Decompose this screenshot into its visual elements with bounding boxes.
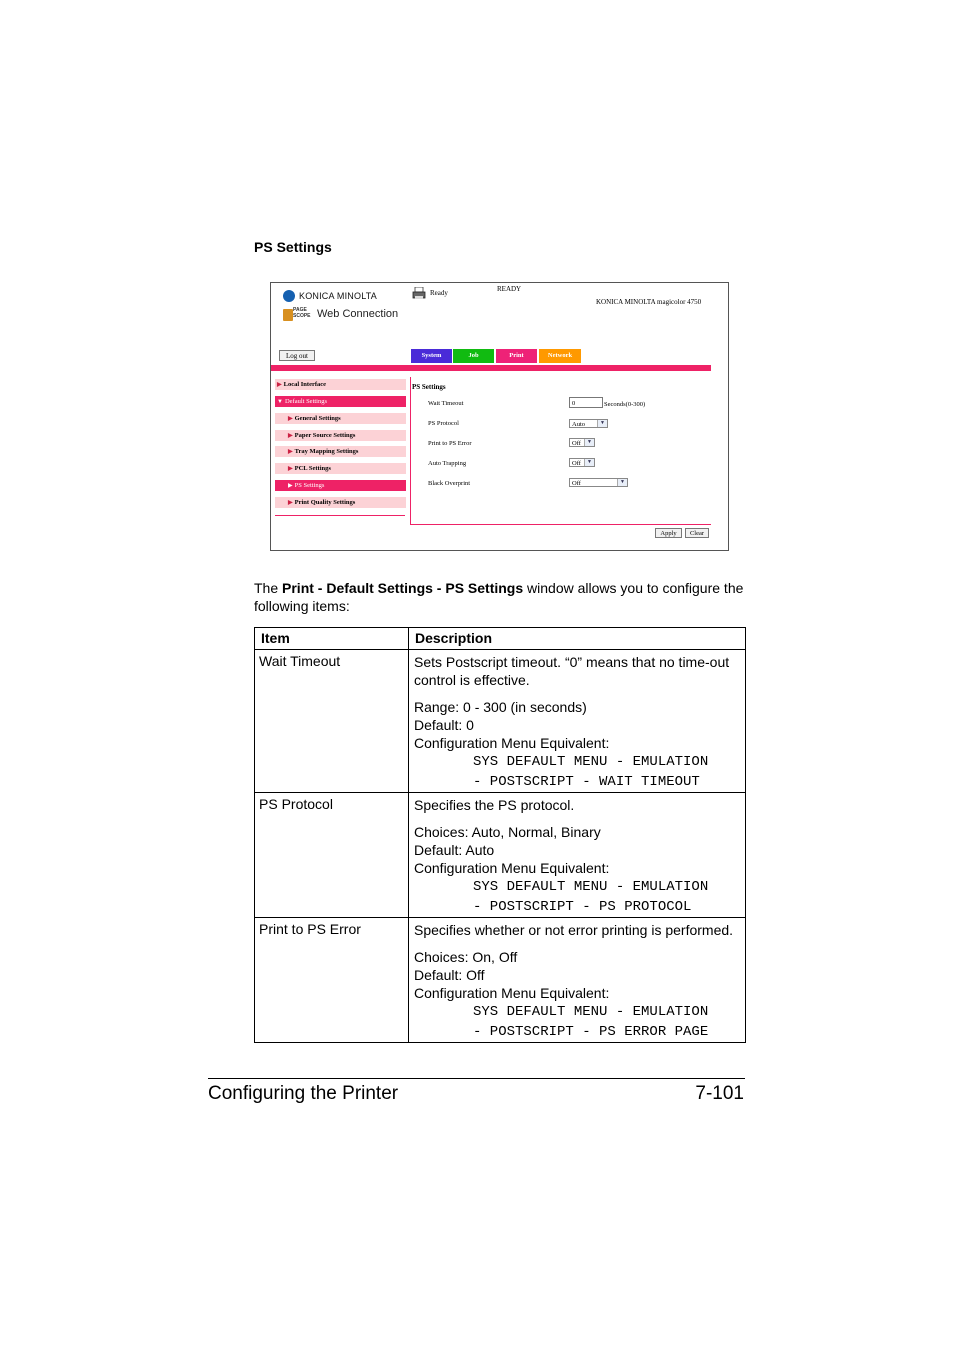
web-connection-logo — [283, 307, 398, 321]
sidebar-item-general-settings[interactable]: ▶ General Settings — [275, 413, 406, 424]
status-display: READY — [497, 285, 522, 293]
config-menu-label: Configuration Menu Equivalent: — [414, 985, 610, 1001]
tab-underline-bar — [271, 365, 711, 371]
sidebar-item-local-interface[interactable]: ▶ Local Interface — [275, 379, 406, 390]
printer-status-icon — [412, 287, 426, 300]
item-cell: PS Protocol — [255, 793, 409, 918]
brand-logo — [283, 289, 377, 303]
description-text: Specifies whether or not error printing is performed. — [414, 922, 734, 938]
pagescope-icon — [283, 307, 313, 321]
column-header-description: Description — [409, 628, 746, 650]
black-overprint-label: Black Overprint — [428, 480, 471, 487]
footer-rule — [208, 1078, 745, 1079]
chevron-down-icon: ▼ — [597, 420, 607, 427]
sidebar-bottom-line — [275, 515, 405, 516]
vertical-separator — [410, 377, 411, 525]
config-menu-path-line1: SYS DEFAULT MENU - EMULATION — [473, 879, 709, 895]
auto-trapping-select[interactable]: Off ▼ — [569, 458, 595, 467]
table-row — [255, 793, 746, 918]
description-text: Sets Postscript timeout. “0” means that no time-out control is effective. — [414, 654, 730, 688]
choices-text: Choices: Auto, Normal, Binary — [414, 824, 601, 840]
arrow-right-icon: ▶ — [288, 500, 293, 506]
config-menu-path-line2: - POSTSCRIPT - WAIT TIMEOUT — [473, 774, 700, 790]
choices-text: Choices: On, Off — [414, 949, 518, 965]
chevron-down-icon: ▼ — [584, 459, 594, 466]
config-menu-path-line1: SYS DEFAULT MENU - EMULATION — [473, 1004, 709, 1020]
print-to-ps-error-select[interactable]: Off ▼ — [569, 438, 595, 447]
sidebar-item-print-quality-settings[interactable]: ▶ Print Quality Settings — [275, 497, 406, 508]
web-connection-title: Web Connection — [317, 308, 399, 320]
ps-protocol-select[interactable]: Auto ▼ — [569, 419, 608, 428]
print-to-ps-error-label: Print to PS Error — [428, 440, 472, 447]
printer-model: KONICA MINOLTA magicolor 4750 — [596, 298, 702, 306]
arrow-right-icon: ▶ — [288, 449, 293, 455]
chevron-down-icon: ▼ — [617, 479, 627, 486]
description-cell — [409, 650, 746, 793]
arrow-right-icon: ▶ — [277, 382, 282, 388]
content-title: PS Settings — [412, 383, 446, 391]
table-row — [255, 650, 746, 793]
table-header-row — [255, 628, 746, 650]
wait-timeout-input[interactable]: 0 — [569, 397, 603, 408]
config-menu-path-line1: SYS DEFAULT MENU - EMULATION — [473, 754, 709, 770]
description-text: Specifies the PS protocol. — [414, 797, 575, 813]
item-cell: Wait Timeout — [255, 650, 409, 793]
black-overprint-select[interactable]: Off ▼ — [569, 478, 628, 487]
column-header-item: Item — [255, 628, 409, 650]
apply-button[interactable]: Apply — [655, 528, 682, 538]
content-bottom-line — [411, 524, 711, 525]
item-cell: Print to PS Error — [255, 918, 409, 1043]
chevron-down-icon: ▼ — [584, 439, 594, 446]
tab-network[interactable]: Network — [539, 349, 581, 363]
sidebar-item-default-settings[interactable]: ▼ Default Settings — [275, 396, 406, 407]
arrow-down-icon: ▼ — [277, 399, 283, 405]
tab-job[interactable]: Job — [453, 349, 494, 363]
konica-minolta-logo-icon — [283, 290, 295, 302]
table-row — [255, 918, 746, 1043]
wait-timeout-hint: Seconds(0-300) — [604, 401, 646, 408]
auto-trapping-label: Auto Trapping — [428, 460, 467, 467]
default-text: Default: Off — [414, 967, 485, 983]
arrow-right-icon: ▶ — [288, 483, 293, 489]
pagescope-text: PAGE SCOPE — [293, 307, 311, 319]
sidebar-item-tray-mapping-settings[interactable]: ▶ Tray Mapping Settings — [275, 446, 406, 457]
config-menu-label: Configuration Menu Equivalent: — [414, 735, 610, 751]
description-cell — [409, 918, 746, 1043]
arrow-right-icon: ▶ — [288, 466, 293, 472]
config-menu-path-line2: - POSTSCRIPT - PS PROTOCOL — [473, 899, 692, 915]
intro-paragraph: The Print - Default Settings - PS Settings window allows you to configure the following items: — [254, 580, 744, 614]
wait-timeout-label: Wait Timeout — [428, 400, 464, 407]
sidebar-item-paper-source-settings[interactable]: ▶ Paper Source Settings — [275, 430, 406, 441]
config-menu-label: Configuration Menu Equivalent: — [414, 860, 610, 876]
description-cell — [409, 793, 746, 918]
web-connection-screenshot — [270, 282, 729, 551]
clear-button[interactable]: Clear — [685, 528, 709, 538]
range-text: Range: 0 - 300 (in seconds) — [414, 699, 587, 715]
default-text: Default: Auto — [414, 842, 495, 858]
page-number: 7-101 — [695, 1083, 744, 1104]
ps-protocol-label: PS Protocol — [428, 420, 459, 427]
tab-print[interactable]: Print — [496, 349, 537, 363]
config-menu-path-line2: - POSTSCRIPT - PS ERROR PAGE — [473, 1024, 709, 1040]
status-text: Ready — [430, 289, 448, 297]
tab-system[interactable]: System — [411, 349, 452, 363]
logout-button[interactable]: Log out — [279, 350, 315, 361]
brand-name: KONICA MINOLTA — [299, 291, 377, 301]
sidebar-item-pcl-settings[interactable]: ▶ PCL Settings — [275, 463, 406, 474]
sidebar-item-ps-settings[interactable]: ▶ PS Settings — [275, 480, 406, 491]
default-text: Default: 0 — [414, 717, 474, 733]
arrow-right-icon: ▶ — [288, 416, 293, 422]
arrow-right-icon: ▶ — [288, 433, 293, 439]
section-heading: PS Settings — [254, 239, 332, 255]
footer-chapter-title: Configuring the Printer — [208, 1083, 399, 1104]
settings-table — [254, 627, 746, 1043]
